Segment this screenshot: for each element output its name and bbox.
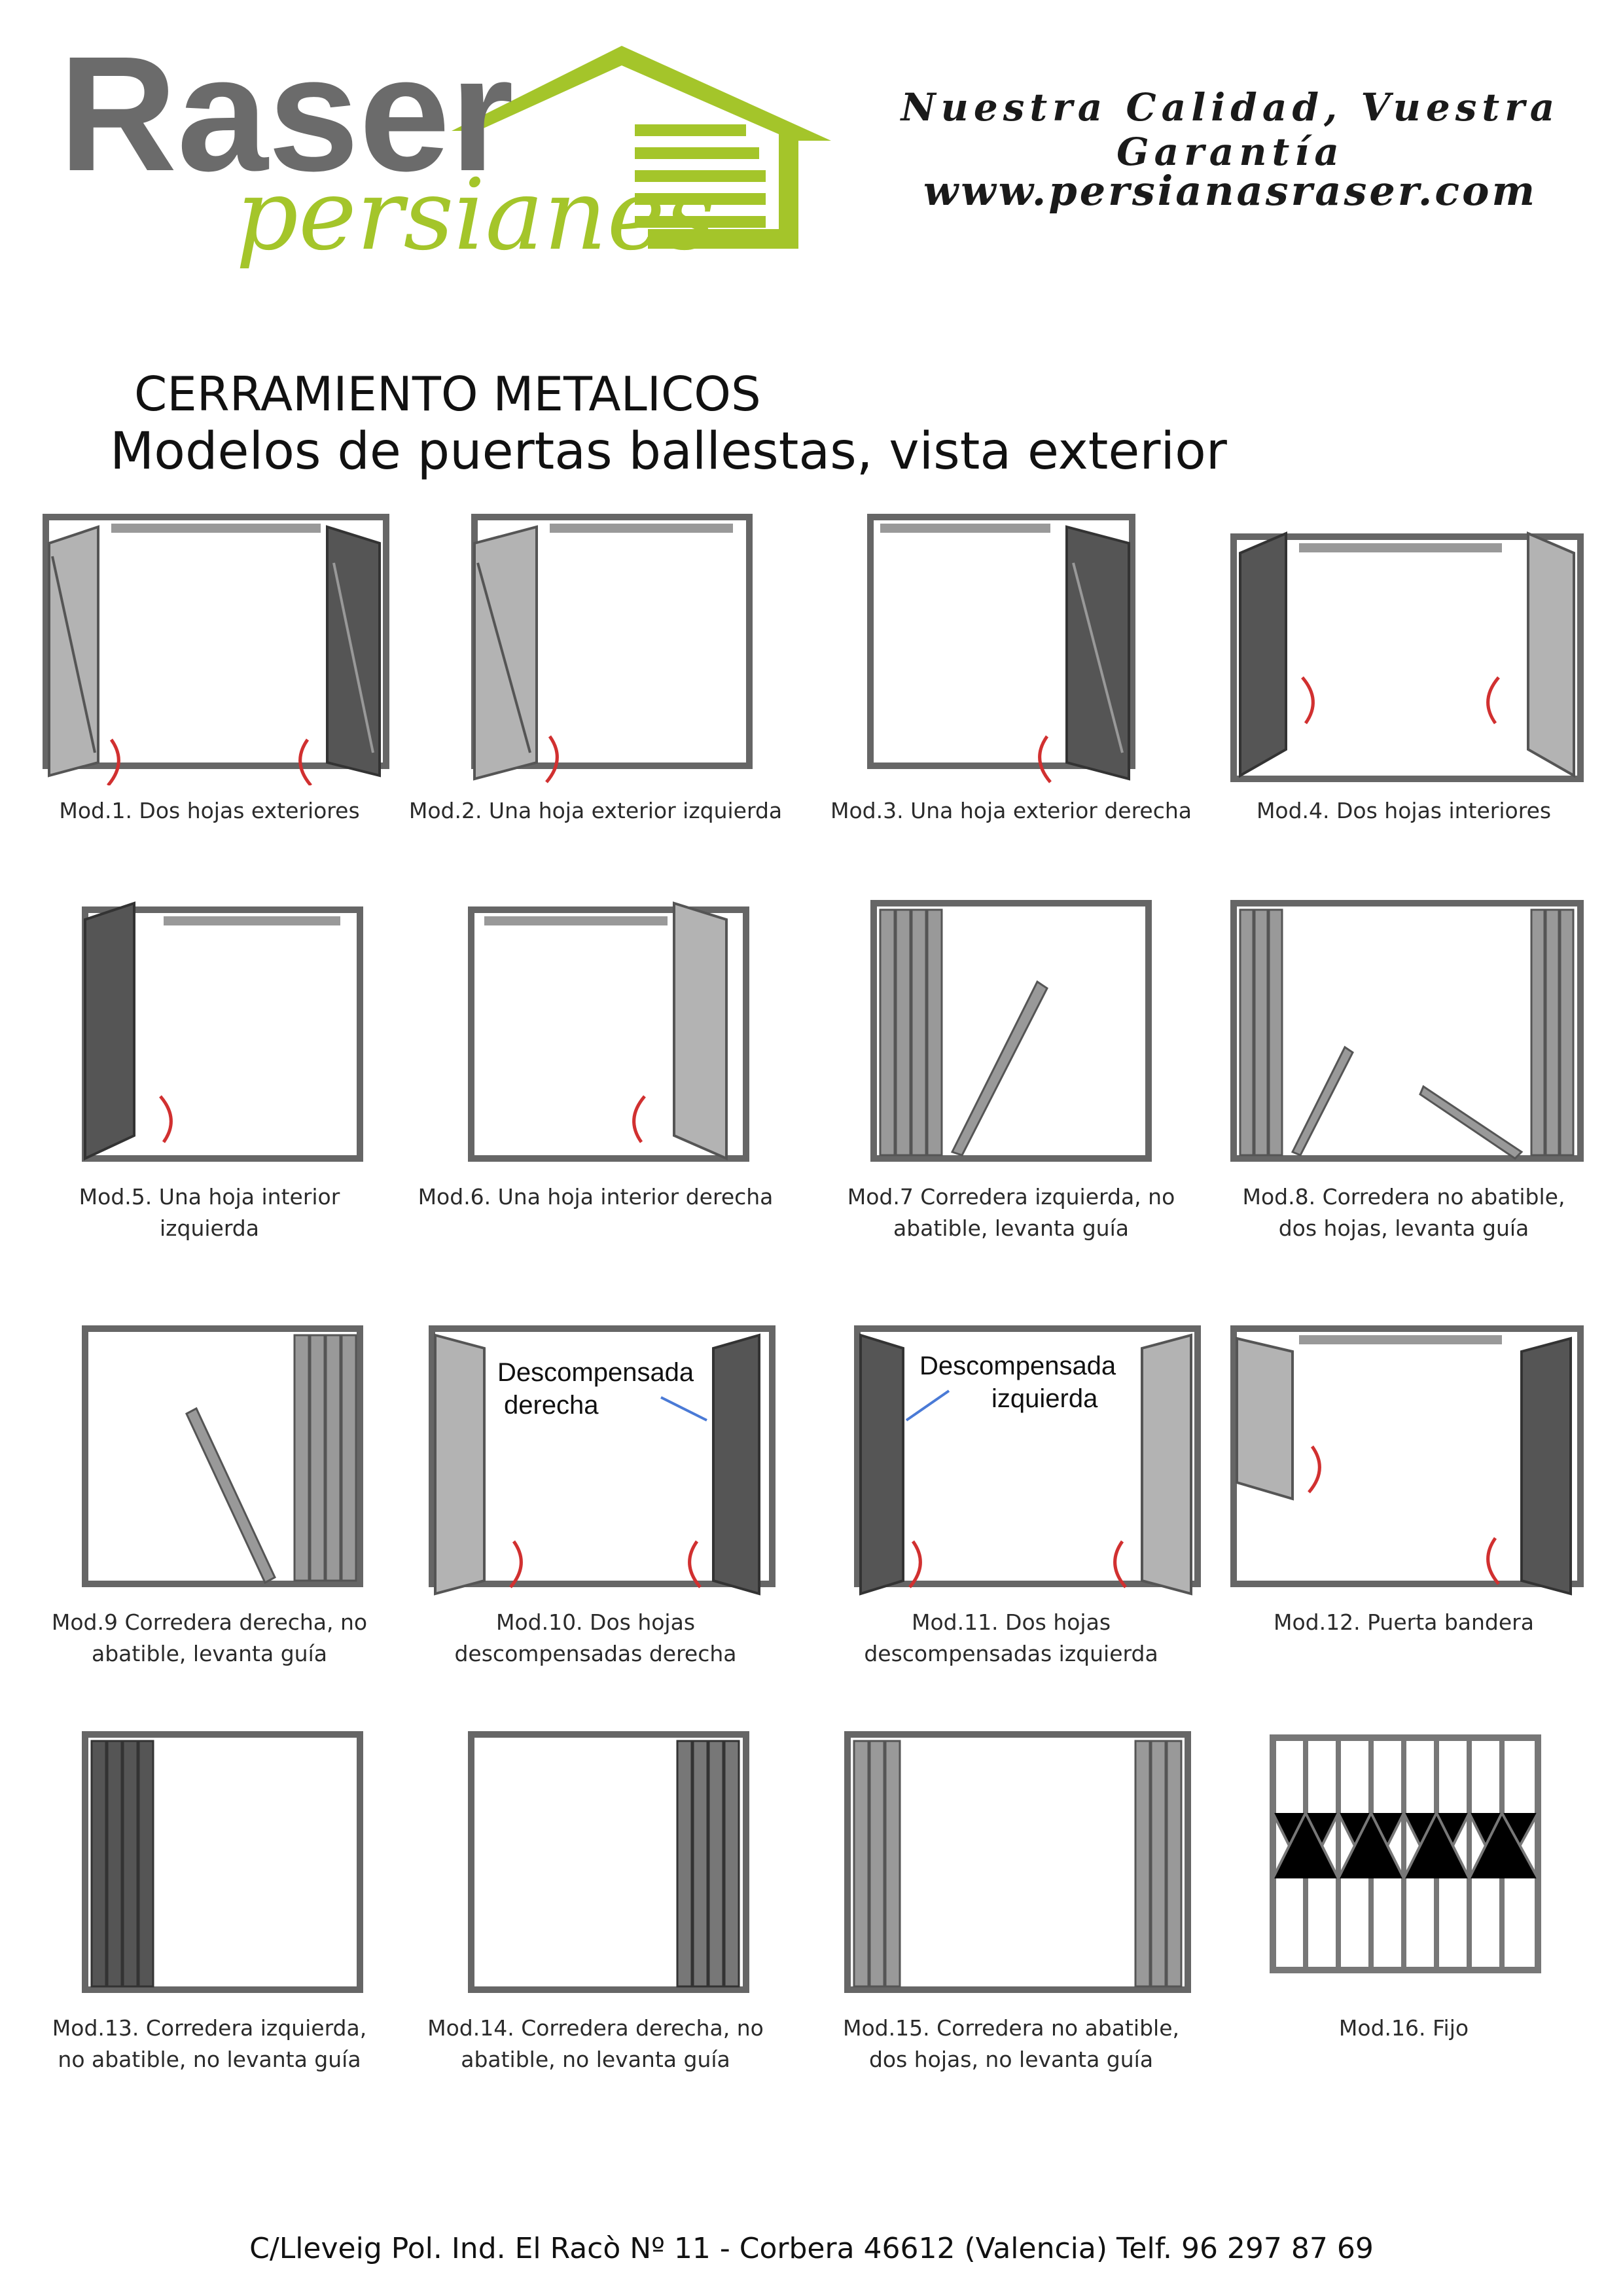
door-diagram bbox=[815, 1721, 1207, 2003]
model-caption: Mod.14. Corredera derecha, no abatible, no levanta guía bbox=[427, 2015, 764, 2072]
door-diagram bbox=[1207, 890, 1600, 1172]
model-caption: Mod.1. Dos hojas exteriores bbox=[59, 798, 360, 823]
door-diagram bbox=[13, 1721, 406, 2003]
model-caption: Mod.13. Corredera izquierda, no abatible, no levanta guía bbox=[52, 2015, 367, 2072]
footer-address: C/Lleveig Pol. Ind. El Racò Nº 11 - Corbera 46612 (Valencia) Telf. 96 297 87 69 bbox=[249, 2232, 1374, 2265]
swing-arrow-icon bbox=[1040, 736, 1050, 782]
door-diagram bbox=[815, 890, 1207, 1172]
page-title: CERRAMIENTO METALICOS bbox=[134, 367, 761, 422]
model-caption: Mod.3. Una hoja exterior derecha bbox=[830, 798, 1192, 823]
model-caption: Mod.2. Una hoja exterior izquierda bbox=[408, 798, 783, 823]
door-diagram bbox=[815, 504, 1207, 785]
door-diagram bbox=[1207, 1721, 1600, 2003]
house-logo-icon bbox=[59, 33, 844, 268]
page-subtitle: Modelos de puertas ballestas, vista exterior bbox=[110, 422, 1227, 481]
model-caption: Mod.4. Dos hojas interiores bbox=[1256, 798, 1552, 823]
door-diagram bbox=[399, 1721, 792, 2003]
model-caption: Mod.5. Una hoja interior izquierda bbox=[79, 1184, 340, 1241]
swing-arrow-icon bbox=[1488, 1538, 1499, 1584]
website-link[interactable]: www.persianasraser.com bbox=[923, 167, 1538, 215]
brand-name: Raser bbox=[59, 33, 514, 205]
door-diagram bbox=[13, 1316, 406, 1597]
swing-arrow-icon bbox=[634, 1096, 645, 1142]
brand-sub: persianes bbox=[236, 158, 716, 268]
annotation-line2: derecha bbox=[504, 1391, 599, 1420]
model-caption: Mod.16. Fijo bbox=[1338, 2015, 1469, 2041]
pointer-arrow-icon bbox=[906, 1391, 949, 1420]
swing-arrow-icon bbox=[1309, 1446, 1319, 1492]
model-caption: Mod.15. Corredera no abatible, dos hojas, no levanta guía bbox=[843, 2015, 1179, 2072]
door-diagram bbox=[13, 504, 406, 785]
swing-arrow-icon bbox=[160, 1096, 171, 1142]
slogan: Nuestra Calidad, Vuestra Garantía bbox=[901, 85, 1560, 174]
door-diagram bbox=[1207, 1316, 1600, 1597]
model-caption: Mod.8. Corredera no abatible, dos hojas, levanta guía bbox=[1242, 1184, 1565, 1241]
brand-logo bbox=[59, 33, 844, 268]
swing-arrow-icon bbox=[1488, 677, 1499, 723]
model-caption: Mod.6. Una hoja interior derecha bbox=[418, 1184, 774, 1210]
annotation-line1: Descompensada bbox=[919, 1352, 1116, 1380]
door-diagram bbox=[399, 1316, 792, 1597]
swing-arrow-icon bbox=[510, 1541, 521, 1587]
swing-arrow-icon bbox=[910, 1541, 920, 1587]
swing-arrow-icon bbox=[690, 1541, 700, 1587]
model-caption: Mod.7 Corredera izquierda, no abatible, levanta guía bbox=[847, 1184, 1175, 1241]
model-caption: Mod.10. Dos hojas descompensadas derecha bbox=[454, 1609, 737, 1666]
model-caption: Mod.9 Corredera derecha, no abatible, levanta guía bbox=[51, 1609, 368, 1666]
pointer-arrow-icon bbox=[661, 1397, 707, 1420]
annotation-line2: izquierda bbox=[991, 1384, 1098, 1413]
door-diagram bbox=[1207, 504, 1600, 785]
door-diagram bbox=[13, 890, 406, 1172]
model-caption: Mod.11. Dos hojas descompensadas izquierda bbox=[864, 1609, 1158, 1666]
annotation-line1: Descompensada bbox=[497, 1358, 694, 1387]
swing-arrow-icon bbox=[1302, 677, 1313, 723]
swing-arrow-icon bbox=[1115, 1541, 1126, 1587]
door-diagram bbox=[399, 890, 792, 1172]
door-diagram bbox=[399, 504, 792, 785]
swing-arrow-icon bbox=[546, 736, 557, 782]
door-diagram bbox=[815, 1316, 1207, 1597]
model-caption: Mod.12. Puerta bandera bbox=[1274, 1609, 1534, 1635]
